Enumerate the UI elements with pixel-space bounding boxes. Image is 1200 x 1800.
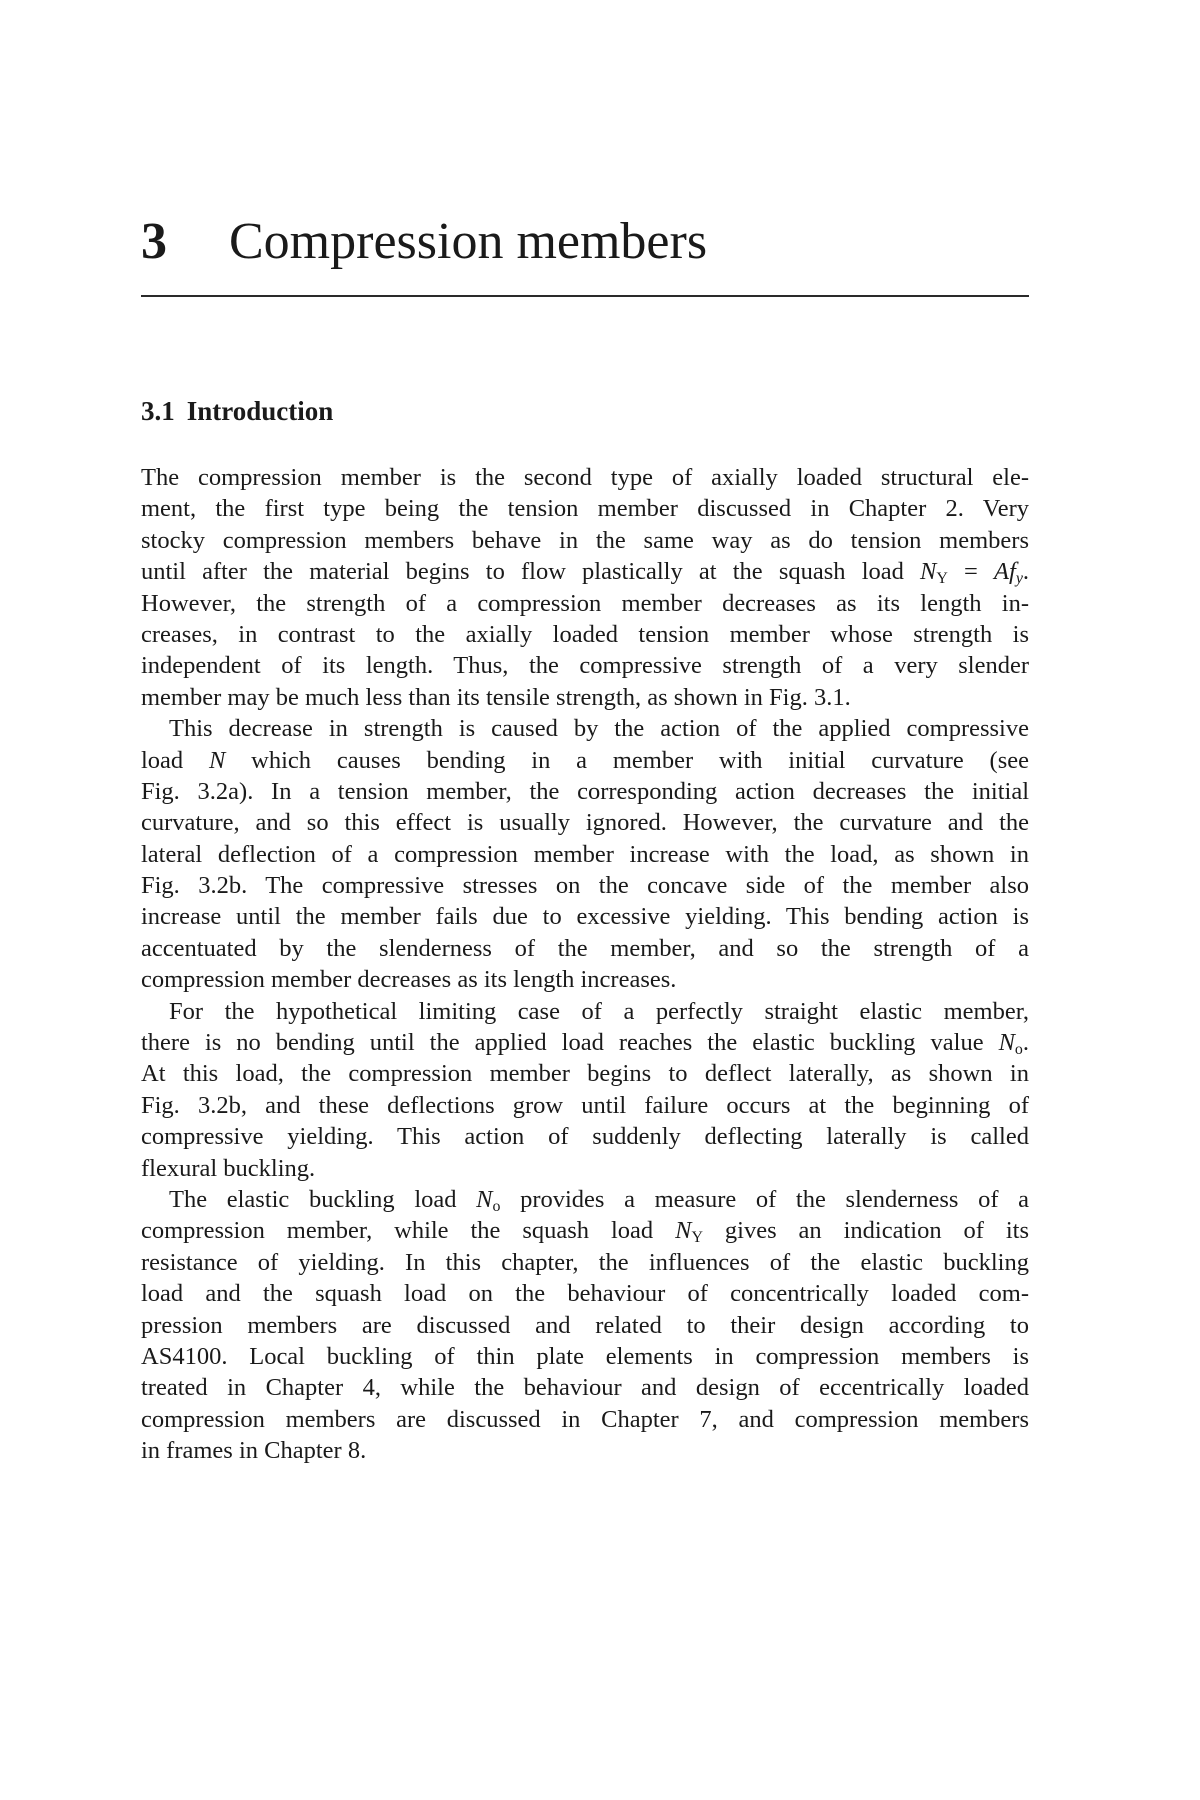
text-line: independent of its length. Thus, the compressive strength of a very slender [141, 652, 1029, 680]
math-subscript: Y [691, 1229, 703, 1247]
math-symbol: $N_o$ [476, 1185, 501, 1215]
math-subscript: Y [936, 570, 948, 588]
text-line: load and the squash load on the behaviour of concentrically loaded com- [141, 1280, 1029, 1308]
text-line: until after the material begins to flow plastically at the squash load $N_Y = Af_y$. [141, 558, 1030, 588]
section-heading [141, 395, 333, 427]
chapter-title [141, 212, 707, 272]
text-line: creases, in contrast to the axially loaded tension member whose strength is [141, 620, 1029, 648]
chapter-number: 3 [141, 213, 167, 270]
text-line: accentuated by the slenderness of the member, and so the strength of a [141, 934, 1029, 962]
math-subscript: o [492, 1197, 501, 1215]
text-line: compressive yielding. This action of suddenly deflecting laterally is called [141, 1123, 1029, 1151]
text-line: stocky compression members behave in the same way as do tension members [141, 526, 1029, 554]
text-line: resistance of yielding. In this chapter, the influences of the elastic buckling [141, 1248, 1029, 1276]
text-line: At this load, the compression member begins to deflect laterally, as shown in [141, 1060, 1029, 1088]
text-line: load N which causes bending in a member with initial curvature (see [141, 746, 1030, 774]
text-line: This decrease in strength is caused by the action of the applied compressive [169, 715, 1029, 743]
text-line: compression member, while the squash load $N_Y$ gives an indication of its [141, 1217, 1029, 1247]
text-line: The elastic buckling load $N_o$ provides a measure of the slenderness of a [169, 1185, 1030, 1215]
text-line: AS4100. Local buckling of thin plate elements in compression members is [141, 1342, 1029, 1370]
body-text [141, 462, 1029, 1467]
text-line: increase until the member fails due to excessive yielding. This bending action is [141, 903, 1029, 931]
text-line: in frames in Chapter 8. [141, 1437, 367, 1465]
section-number: 3.1 [141, 396, 175, 426]
text-line: Fig. 3.2a). In a tension member, the corresponding action decreases the initial [141, 777, 1029, 805]
text-line: member may be much less than its tensile strength, as shown in Fig. 3.1. [141, 683, 851, 711]
text-line: compression members are discussed in Chapter 7, and compression members [141, 1405, 1029, 1433]
text-line: pression members are discussed and related to their design according to [141, 1311, 1029, 1339]
section-title: Introduction [186, 396, 334, 426]
text-line: However, the strength of a compression member decreases as its length in- [141, 589, 1029, 617]
text-line: curvature, and so this effect is usually ignored. However, the curvature and the [141, 809, 1029, 837]
chapter-title-text: Compression members [229, 213, 708, 270]
paragraph [141, 996, 1029, 1184]
math-subscript: o [1014, 1041, 1023, 1058]
text-line: ment, the first type being the tension member discussed in Chapter 2. Very [141, 495, 1029, 523]
math-symbol: $N_o$ [998, 1029, 1023, 1058]
paragraph [141, 713, 1029, 996]
text-line: The compression member is the second type of axially loaded structural ele- [141, 464, 1029, 491]
title-rule [141, 295, 1029, 297]
text-line: there is no bending until the applied load reaches the elastic buckling value $N_o$. [141, 1029, 1029, 1058]
math-symbol: $Af_y$ [994, 558, 1023, 588]
paragraph [141, 462, 1029, 713]
text-line: flexural buckling. [141, 1154, 316, 1182]
text-line: Fig. 3.2b, and these deflections grow until failure occurs at the beginning of [141, 1091, 1029, 1119]
paragraph [141, 1184, 1029, 1467]
text-line: compression member decreases as its length increases. [141, 966, 677, 994]
text-line: Fig. 3.2b. The compressive stresses on the concave side of the member also [141, 872, 1029, 900]
text-line: lateral deflection of a compression member increase with the load, as shown in [141, 840, 1029, 868]
math-subscript: y [1015, 570, 1023, 588]
math-symbol: $N_Y$ [675, 1217, 703, 1247]
text-line: treated in Chapter 4, while the behaviour and design of eccentrically loaded [141, 1374, 1029, 1402]
math-symbol: N [209, 746, 226, 774]
text-line: For the hypothetical limiting case of a perfectly straight elastic member, [169, 997, 1029, 1025]
math-symbol: $N_Y$ [920, 558, 948, 588]
